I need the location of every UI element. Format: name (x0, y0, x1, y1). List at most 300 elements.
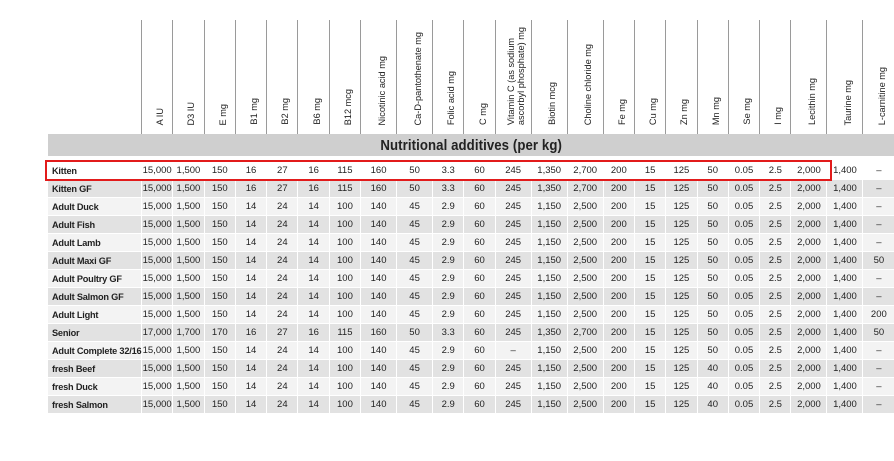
table-cell: 15 (634, 342, 665, 360)
table-cell: 200 (603, 378, 634, 396)
table-cell: 3.3 (433, 162, 464, 180)
table-cell: 2,500 (567, 342, 603, 360)
table-cell: 1,500 (173, 396, 204, 414)
table-cell: 1,500 (173, 216, 204, 234)
table-cell: 50 (697, 180, 728, 198)
table-cell: 1,150 (531, 270, 567, 288)
table-cell: 60 (464, 396, 495, 414)
column-header-label: C mg (477, 103, 488, 125)
table-cell: 1,150 (531, 378, 567, 396)
column-header-label: A IU (155, 107, 166, 125)
table-cell: 125 (666, 234, 697, 252)
table-cell: 150 (204, 360, 235, 378)
table-cell: 45 (397, 342, 433, 360)
table-cell: 1,500 (173, 198, 204, 216)
table-cell: 200 (863, 306, 894, 324)
table-cell: 200 (603, 216, 634, 234)
table-cell: 2.9 (433, 306, 464, 324)
row-label: Adult Complete 32/16 (48, 342, 142, 360)
column-header-label: L-carnitine mg (876, 66, 887, 125)
table-cell: – (863, 396, 894, 414)
table-cell: 245 (495, 396, 531, 414)
table-cell: 15 (634, 234, 665, 252)
table-cell: 24 (267, 378, 298, 396)
table-cell: – (495, 342, 531, 360)
row-label-header (48, 20, 142, 134)
table-cell: 40 (697, 378, 728, 396)
table-cell: 2.9 (433, 342, 464, 360)
table-row (48, 270, 894, 288)
column-header (827, 20, 863, 134)
table-cell: 15,000 (142, 198, 173, 216)
table-cell: 15,000 (142, 270, 173, 288)
table-cell: 200 (603, 306, 634, 324)
row-label: Kitten (48, 162, 142, 180)
table-cell: 0.05 (728, 306, 759, 324)
column-header-label: B6 mg (311, 98, 322, 125)
table-cell: 14 (298, 216, 329, 234)
table-cell: 15,000 (142, 342, 173, 360)
column-header-label: B12 mcg (342, 88, 353, 125)
table-cell: 45 (397, 360, 433, 378)
table-cell: 1,350 (531, 162, 567, 180)
table-cell: 245 (495, 198, 531, 216)
table-cell: 60 (464, 378, 495, 396)
table-cell: 60 (464, 252, 495, 270)
table-cell: 14 (298, 198, 329, 216)
table-cell: 245 (495, 162, 531, 180)
table-cell: 1,500 (173, 234, 204, 252)
row-label: Senior (48, 324, 142, 342)
table-cell: 50 (697, 198, 728, 216)
row-label: fresh Duck (48, 378, 142, 396)
table-cell: 115 (329, 162, 360, 180)
table-cell: 16 (298, 162, 329, 180)
table-cell: 1,400 (827, 270, 863, 288)
table-cell: 0.05 (728, 396, 759, 414)
table-cell: 245 (495, 378, 531, 396)
table-cell: 50 (697, 342, 728, 360)
section-title: Nutritional additives (per kg) (380, 136, 562, 154)
table-cell: 16 (235, 180, 266, 198)
table-cell: 45 (397, 234, 433, 252)
table-cell: 50 (863, 252, 894, 270)
table-cell: 1,350 (531, 180, 567, 198)
table-cell: 2.9 (433, 360, 464, 378)
table-cell: 200 (603, 324, 634, 342)
table-cell: 14 (235, 270, 266, 288)
table-cell: 100 (329, 234, 360, 252)
table-cell: 14 (235, 198, 266, 216)
table-cell: 50 (397, 162, 433, 180)
column-header (267, 20, 298, 134)
table-cell: 2,700 (567, 324, 603, 342)
column-header (298, 20, 329, 134)
column-header-label: I mg (773, 107, 784, 125)
section-title-cell (48, 134, 894, 156)
table-cell: 15,000 (142, 162, 173, 180)
table-cell: 14 (298, 342, 329, 360)
table-cell: 1,150 (531, 216, 567, 234)
table-row (48, 234, 894, 252)
table-cell: 24 (267, 270, 298, 288)
table-row (48, 324, 894, 342)
table-cell: 2.9 (433, 234, 464, 252)
column-header (495, 20, 531, 134)
table-cell: 140 (361, 342, 397, 360)
table-cell: 50 (397, 180, 433, 198)
table-cell: 50 (397, 324, 433, 342)
table-row (48, 396, 894, 414)
table-cell: 1,500 (173, 306, 204, 324)
table-cell: 0.05 (728, 288, 759, 306)
table-cell: 2.9 (433, 252, 464, 270)
table-cell: 2,500 (567, 306, 603, 324)
table-cell: 2.5 (760, 162, 791, 180)
table-cell: 1,400 (827, 342, 863, 360)
table-cell: 140 (361, 378, 397, 396)
column-header-label: Se mg (742, 98, 752, 125)
table-cell: 125 (666, 180, 697, 198)
table-cell: 140 (361, 288, 397, 306)
table-cell: 2,000 (791, 396, 827, 414)
column-header (235, 20, 266, 134)
nutrition-table-container (47, 20, 887, 414)
table-cell: 14 (298, 270, 329, 288)
column-header (697, 20, 728, 134)
table-cell: – (863, 216, 894, 234)
table-cell: 45 (397, 252, 433, 270)
table-cell: 15,000 (142, 252, 173, 270)
table-cell: 150 (204, 180, 235, 198)
table-cell: 40 (697, 396, 728, 414)
table-cell: 245 (495, 252, 531, 270)
table-cell: 1,400 (827, 162, 863, 180)
table-cell: 1,500 (173, 270, 204, 288)
table-cell: 3.3 (433, 180, 464, 198)
table-cell: 100 (329, 342, 360, 360)
section-title-row (48, 134, 894, 156)
table-cell: 150 (204, 396, 235, 414)
table-row (48, 360, 894, 378)
table-cell: 60 (464, 342, 495, 360)
column-header (863, 20, 894, 134)
table-cell: 100 (329, 198, 360, 216)
table-cell: 15,000 (142, 306, 173, 324)
table-cell: 50 (863, 324, 894, 342)
table-cell: 2.9 (433, 396, 464, 414)
table-cell: 140 (361, 216, 397, 234)
table-cell: 160 (361, 324, 397, 342)
table-cell: 2.9 (433, 216, 464, 234)
table-cell: 245 (495, 234, 531, 252)
column-header-label: Zn mg (679, 98, 690, 125)
table-cell: 24 (267, 360, 298, 378)
table-cell: 0.05 (728, 234, 759, 252)
column-header (666, 20, 697, 134)
table-cell: 1,400 (827, 306, 863, 324)
column-header (173, 20, 204, 134)
table-cell: 1,150 (531, 234, 567, 252)
table-cell: 2,500 (567, 396, 603, 414)
column-header-label: Choline chloride mg (583, 43, 594, 125)
table-cell: – (863, 342, 894, 360)
table-cell: 140 (361, 234, 397, 252)
table-cell: 245 (495, 306, 531, 324)
table-cell: 50 (697, 306, 728, 324)
table-cell: 15,000 (142, 378, 173, 396)
table-row (48, 378, 894, 396)
table-cell: 24 (267, 216, 298, 234)
table-cell: 60 (464, 198, 495, 216)
table-cell: 200 (603, 288, 634, 306)
column-header-row (48, 20, 894, 134)
column-header (634, 20, 665, 134)
table-cell: 1,400 (827, 324, 863, 342)
table-cell: – (863, 234, 894, 252)
table-cell: 15 (634, 180, 665, 198)
table-cell: 14 (235, 252, 266, 270)
table-cell: – (863, 270, 894, 288)
table-cell: 2,000 (791, 180, 827, 198)
column-header-label: E mg (217, 103, 228, 125)
table-cell: 60 (464, 324, 495, 342)
table-cell: 0.05 (728, 216, 759, 234)
table-cell: 60 (464, 180, 495, 198)
table-cell: 125 (666, 396, 697, 414)
column-header-label: B2 mg (280, 98, 291, 125)
table-cell: 2,000 (791, 306, 827, 324)
table-cell: 0.05 (728, 252, 759, 270)
table-cell: 2,500 (567, 234, 603, 252)
table-cell: 2,500 (567, 198, 603, 216)
table-cell: 115 (329, 180, 360, 198)
table-cell: 2,000 (791, 360, 827, 378)
column-header-label: Folic acid mg (446, 70, 457, 125)
table-cell: 2.9 (433, 198, 464, 216)
table-cell: 15,000 (142, 288, 173, 306)
table-cell: 100 (329, 270, 360, 288)
table-cell: 15 (634, 360, 665, 378)
table-cell: 45 (397, 288, 433, 306)
table-cell: 0.05 (728, 162, 759, 180)
table-cell: 0.05 (728, 342, 759, 360)
table-cell: 1,500 (173, 342, 204, 360)
table-cell: 1,150 (531, 360, 567, 378)
table-cell: 125 (666, 360, 697, 378)
table-cell: 1,400 (827, 396, 863, 414)
table-cell: 245 (495, 288, 531, 306)
table-cell: 2,000 (791, 252, 827, 270)
table-cell: 0.05 (728, 378, 759, 396)
column-header-label: Mn mg (710, 96, 721, 125)
table-cell: 115 (329, 324, 360, 342)
table-row (48, 342, 894, 360)
table-cell: 125 (666, 378, 697, 396)
table-cell: 0.05 (728, 270, 759, 288)
table-cell: 27 (267, 180, 298, 198)
table-cell: 45 (397, 270, 433, 288)
table-cell: 60 (464, 306, 495, 324)
table-cell: 45 (397, 306, 433, 324)
table-cell: 17,000 (142, 324, 173, 342)
table-cell: 14 (298, 252, 329, 270)
table-cell: 14 (235, 306, 266, 324)
table-cell: 2.5 (760, 270, 791, 288)
table-cell: 125 (666, 306, 697, 324)
table-cell: 2.5 (760, 324, 791, 342)
table-cell: 24 (267, 198, 298, 216)
table-cell: 14 (235, 234, 266, 252)
table-cell: 2,000 (791, 162, 827, 180)
table-cell: 24 (267, 288, 298, 306)
table-cell: 0.05 (728, 324, 759, 342)
table-row (48, 288, 894, 306)
table-row (48, 198, 894, 216)
table-cell: 2.5 (760, 198, 791, 216)
table-cell: 140 (361, 270, 397, 288)
table-row (48, 306, 894, 324)
table-cell: 2.5 (760, 234, 791, 252)
column-header-label: Taurine mg (842, 79, 853, 125)
table-cell: 100 (329, 216, 360, 234)
table-body (48, 162, 894, 414)
table-cell: 150 (204, 252, 235, 270)
table-cell: 60 (464, 162, 495, 180)
column-header (142, 20, 173, 134)
table-cell: 50 (697, 288, 728, 306)
column-header-label: Ca-D-pantothenate mg (412, 31, 423, 125)
table-cell: 100 (329, 396, 360, 414)
table-cell: 140 (361, 396, 397, 414)
table-cell: 0.05 (728, 180, 759, 198)
table-cell: 1,500 (173, 162, 204, 180)
table-cell: 16 (235, 162, 266, 180)
table-cell: 125 (666, 198, 697, 216)
column-header (433, 20, 464, 134)
table-cell: 2.5 (760, 342, 791, 360)
table-cell: 15 (634, 198, 665, 216)
table-cell: 200 (603, 342, 634, 360)
table-cell: 1,500 (173, 288, 204, 306)
table-cell: 1,400 (827, 288, 863, 306)
column-header-label: Biotin mcg (547, 82, 558, 125)
table-cell: 0.05 (728, 198, 759, 216)
table-cell: 150 (204, 216, 235, 234)
row-label: Adult Fish (48, 216, 142, 234)
table-cell: – (863, 360, 894, 378)
table-cell: 2,000 (791, 198, 827, 216)
table-cell: 15 (634, 162, 665, 180)
column-header (603, 20, 634, 134)
table-cell: 50 (697, 162, 728, 180)
table-row (48, 252, 894, 270)
table-cell: 2,500 (567, 378, 603, 396)
column-header (760, 20, 791, 134)
row-label: fresh Salmon (48, 396, 142, 414)
table-cell: 160 (361, 180, 397, 198)
column-header-label: Fe mg (616, 98, 627, 125)
column-header (329, 20, 360, 134)
table-cell: 2.5 (760, 288, 791, 306)
table-cell: 24 (267, 252, 298, 270)
table-cell: 1,150 (531, 396, 567, 414)
table-cell: 16 (298, 324, 329, 342)
table-cell: 2.5 (760, 396, 791, 414)
table-cell: 3.3 (433, 324, 464, 342)
table-cell: 125 (666, 270, 697, 288)
table-cell: 150 (204, 342, 235, 360)
table-cell: 150 (204, 198, 235, 216)
table-cell: 1,400 (827, 360, 863, 378)
table-cell: 1,500 (173, 378, 204, 396)
table-cell: 15 (634, 252, 665, 270)
row-label: Adult Light (48, 306, 142, 324)
table-cell: 50 (697, 252, 728, 270)
table-cell: 15,000 (142, 360, 173, 378)
table-cell: 14 (235, 216, 266, 234)
table-cell: 15 (634, 216, 665, 234)
column-header (397, 20, 433, 134)
table-cell: 150 (204, 306, 235, 324)
column-header (791, 20, 827, 134)
table-cell: 60 (464, 288, 495, 306)
table-cell: 14 (235, 288, 266, 306)
table-cell: 24 (267, 342, 298, 360)
column-header-label: Lecithin mg (806, 78, 817, 125)
table-cell: 245 (495, 270, 531, 288)
row-label: fresh Beef (48, 360, 142, 378)
table-cell: 14 (235, 360, 266, 378)
table-cell: 15,000 (142, 396, 173, 414)
table-cell: 2,000 (791, 234, 827, 252)
table-cell: 200 (603, 198, 634, 216)
table-cell: 2.5 (760, 252, 791, 270)
table-cell: 2,500 (567, 216, 603, 234)
column-header-label: Cu mg (648, 97, 659, 125)
table-cell: 1,150 (531, 252, 567, 270)
table-cell: 125 (666, 288, 697, 306)
table-cell: 1,150 (531, 306, 567, 324)
table-cell: 45 (397, 378, 433, 396)
table-cell: 14 (298, 360, 329, 378)
table-cell: 14 (235, 396, 266, 414)
table-cell: 15 (634, 324, 665, 342)
table-cell: 2.5 (760, 306, 791, 324)
row-label: Adult Poultry GF (48, 270, 142, 288)
table-cell: 50 (697, 270, 728, 288)
table-cell: 14 (298, 378, 329, 396)
row-label: Adult Lamb (48, 234, 142, 252)
table-cell: 14 (298, 288, 329, 306)
table-cell: 60 (464, 270, 495, 288)
table-cell: 100 (329, 360, 360, 378)
table-cell: 2.9 (433, 378, 464, 396)
table-cell: 2,000 (791, 378, 827, 396)
table-cell: 50 (697, 216, 728, 234)
table-cell: 1,500 (173, 360, 204, 378)
table-cell: 245 (495, 216, 531, 234)
table-cell: 1,500 (173, 180, 204, 198)
table-cell: 200 (603, 162, 634, 180)
table-cell: 2,500 (567, 270, 603, 288)
table-cell: 45 (397, 216, 433, 234)
table-cell: 125 (666, 324, 697, 342)
column-header (361, 20, 397, 134)
table-cell: 150 (204, 234, 235, 252)
table-cell: 15,000 (142, 180, 173, 198)
table-cell: 125 (666, 162, 697, 180)
